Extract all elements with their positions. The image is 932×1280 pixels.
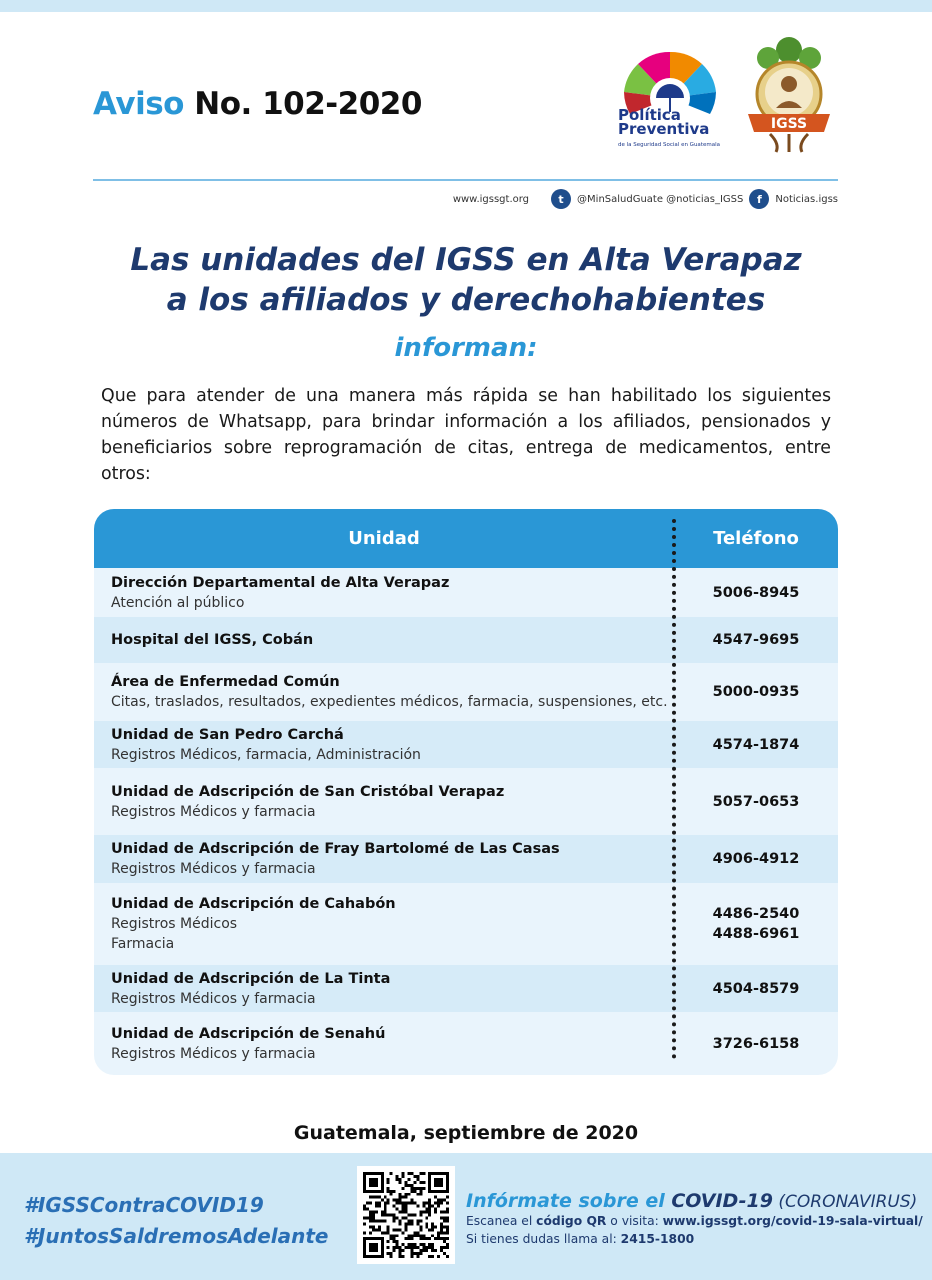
phone-cell [674,682,838,702]
table-row [94,768,838,835]
politica-preventiva-text [618,108,720,152]
table-row [94,663,838,721]
table-row [94,835,838,883]
covid-info [466,1190,923,1248]
unit-name: Unidad de Adscripción de Fray Bartolomé de Las Casas [111,841,560,857]
table-row [94,568,838,617]
unit-cell [94,782,674,822]
covid-info-scan: Escanea el código QR o visita: www.igssgt.org/covid-19-sala-virtual/ [466,1214,923,1228]
phone-number[interactable]: 4488-6961 [712,926,800,942]
phone-number[interactable]: 4486-2540 [712,906,800,922]
pp-line3: de la Seguridad Social en Guatemala [618,142,720,148]
phone-number[interactable]: 5006-8945 [712,584,800,601]
date-line: Guatemala, septiembre de 2020 [293,1122,639,1144]
aviso-number: No. 102-2020 [194,86,422,122]
headline-line1: Las unidades del IGSS en Alta Verapaz [130,242,802,278]
phone-number[interactable]: 4504-8579 [712,980,800,997]
column-dotted-divider [672,519,676,1059]
col-header-unit: Unidad [348,528,420,549]
table-row [94,617,838,663]
pp-line2: Preventiva [618,120,710,138]
hashtag-2: #JuntosSaldremosAdelante [24,1224,329,1248]
unit-name: Unidad de Adscripción de Senahú [111,1025,386,1042]
unit-name: Área de Enfermedad Común [111,674,340,690]
unit-description: Registros Médicos y farmacia [111,990,316,1007]
phone-cell [674,583,838,603]
top-strip [0,0,932,12]
unit-description: Registros Médicos y farmacia [111,861,316,877]
unit-name: Unidad de Adscripción de San Cristóbal Verapaz [111,783,505,800]
intro-paragraph: Que para atender de una manera más rápida se han habilitado los siguientes números de Whatsapp, para brindar información a los afiliados, pensionados y beneficiarios sobre reprogramación de citas, entrega de medicamentos, entre otros: [101,386,831,484]
unit-description: Registros Médicos y farmacia [111,1045,316,1062]
covid-info-phone: Si tienes dudas llama al: 2415-1800 [466,1232,695,1246]
covid-hotline: 2415-1800 [620,1232,695,1246]
phone-cell [674,979,838,999]
phone-cell [674,630,838,650]
twitter-handles[interactable]: @MinSaludGuate @noticias_IGSS [577,193,744,205]
igss-seal-text: IGSS [770,116,808,132]
aviso-title [93,86,422,122]
unit-name: Unidad de Adscripción de Cahabón [111,896,396,912]
unit-description: Registros Médicos [111,916,238,932]
facebook-handle[interactable]: Noticias.igss [775,193,838,205]
table-row [94,721,838,768]
qr-code[interactable] [357,1166,455,1264]
unit-description: Atención al público [111,594,245,611]
unit-cell [94,725,674,765]
phone-cell [674,792,838,812]
covid-virtual-room-link[interactable]: www.igssgt.org/covid-19-sala-virtual/ [662,1214,923,1228]
phone-cell [674,849,838,869]
unit-cell [94,1024,674,1064]
twitter-icon: t [551,189,571,209]
unit-description: Registros Médicos y farmacia [111,803,316,820]
unit-cell [94,630,674,650]
unit-description: Citas, traslados, resultados, expedientes médicos, farmacia, suspensiones, etc. [111,694,668,710]
table-row [94,883,838,965]
aviso-label: Aviso [93,86,184,122]
unit-description: Registros Médicos, farmacia, Administración [111,746,421,763]
phone-table [94,509,838,1075]
phone-number[interactable]: 5000-0935 [712,684,800,700]
social-bar [453,189,838,209]
phone-cell [674,1034,838,1054]
phone-number[interactable]: 4547-9695 [712,632,800,648]
unit-name: Dirección Departamental de Alta Verapaz [111,574,450,591]
table-header [94,509,838,568]
hashtags [24,1190,328,1252]
unit-cell [94,672,674,712]
unit-cell [94,573,674,613]
unit-name: Unidad de Adscripción de La Tinta [111,970,391,987]
phone-cell [674,735,838,755]
phone-number[interactable]: 3726-6158 [712,1035,800,1052]
website-link[interactable]: www.igssgt.org [452,193,530,205]
unit-cell [94,839,674,879]
col-header-phone: Teléfono [713,528,799,549]
table-row [94,1012,838,1075]
phone-number[interactable]: 4574-1874 [712,736,800,753]
headline [0,240,932,320]
header-divider [93,179,838,181]
pp-line1: Política [618,106,681,124]
covid-info-title: Infórmate sobre el COVID-19 (CORONAVIRUS) [466,1190,918,1212]
headline-line2: a los afiliados y derechohabientes [166,282,766,318]
phone-number[interactable]: 5057-0653 [712,793,800,810]
phone-number[interactable]: 4906-4912 [712,851,800,867]
informan-subtitle: informan: [394,333,538,363]
unit-name: Hospital del IGSS, Cobán [111,632,314,648]
unit-name: Unidad de San Pedro Carchá [111,726,344,743]
unit-cell [94,894,674,954]
unit-cell [94,969,674,1009]
igss-seal-logo [740,36,838,154]
phone-cell [674,904,838,944]
hashtag-1: #IGSSContraCOVID19 [24,1193,264,1217]
facebook-icon: f [749,189,769,209]
table-row [94,965,838,1012]
unit-description: Farmacia [111,936,175,952]
